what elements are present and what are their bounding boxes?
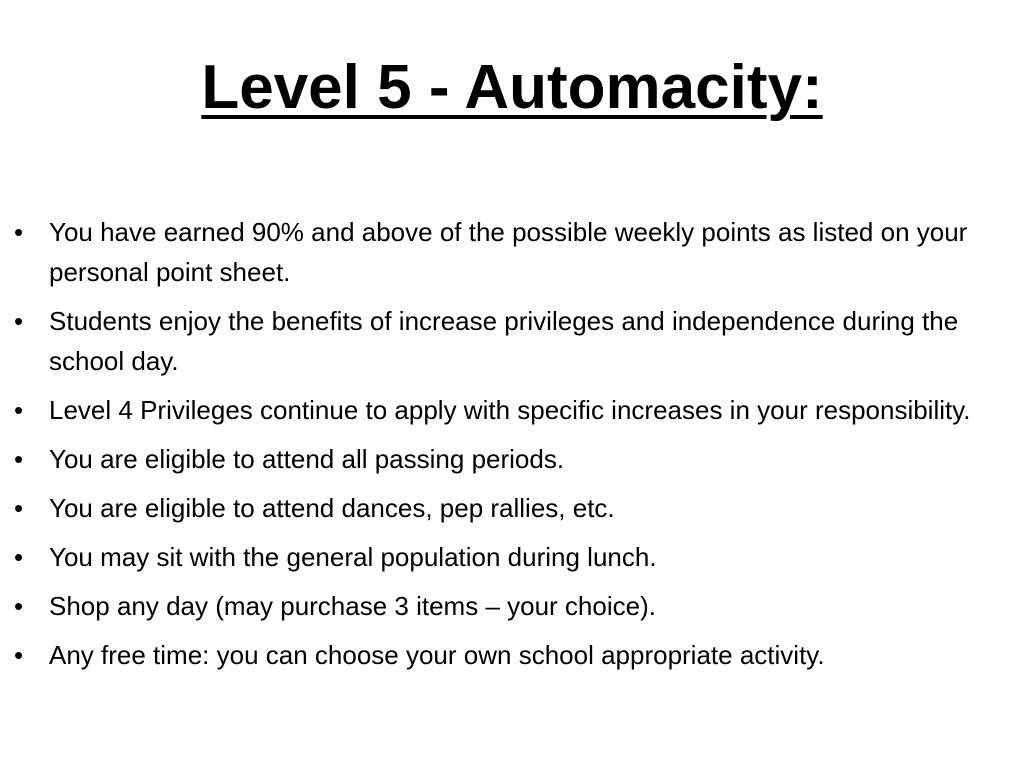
bullet-item <box>14 212 1014 292</box>
bullet-item <box>14 390 1014 430</box>
slide-title <box>0 52 1024 123</box>
bullet-icon: • <box>14 306 24 336</box>
bullet-text: Students enjoy the benefits of increase privileges and independence during the school day. <box>49 306 959 376</box>
bullet-text: You are eligible to attend all passing periods. <box>49 444 565 474</box>
bullet-item <box>14 301 1014 381</box>
bullet-text: Shop any day (may purchase 3 items – your choice). <box>49 591 656 621</box>
bullet-icon: • <box>14 217 24 247</box>
bullet-item <box>14 439 1014 479</box>
slide-title-text: Level 5 - Automacity: <box>201 53 823 122</box>
bullet-icon: • <box>14 493 24 523</box>
bullet-icon: • <box>14 444 24 474</box>
bullet-text: You are eligible to attend dances, pep rallies, etc. <box>49 493 615 523</box>
bullet-item <box>14 537 1014 577</box>
bullet-item <box>14 635 1014 675</box>
bullet-text: Level 4 Privileges continue to apply with specific increases in your responsibility. <box>49 395 971 425</box>
bullet-text: You may sit with the general population during lunch. <box>49 542 657 572</box>
bullet-list <box>14 212 1014 684</box>
bullet-text: You have earned 90% and above of the possible weekly points as listed on your personal point sheet. <box>49 217 968 287</box>
bullet-icon: • <box>14 542 24 572</box>
bullet-item <box>14 488 1014 528</box>
bullet-icon: • <box>14 640 24 670</box>
bullet-item <box>14 586 1014 626</box>
bullet-text: Any free time: you can choose your own school appropriate activity. <box>49 640 825 670</box>
bullet-icon: • <box>14 591 24 621</box>
bullet-icon: • <box>14 395 24 425</box>
